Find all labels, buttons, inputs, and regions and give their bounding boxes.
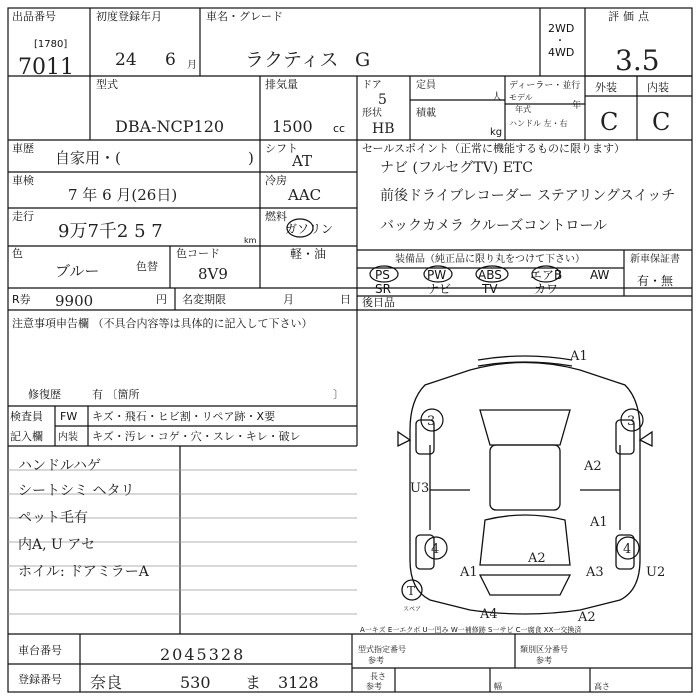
shape-label: 形状 [362,108,382,119]
model-year-sub: 年式 [515,105,531,114]
color-code-value: 8V9 [198,265,228,283]
load-unit: kg [490,127,503,138]
recycle-yen: 円 [156,293,167,306]
ac-value: AAC [288,186,322,204]
drive-2wd: 2WD [548,22,575,35]
warranty-value: 有・無 [637,274,674,288]
int-grade: C [652,108,671,136]
tire-rl: 4 [431,542,440,557]
model-year-label: モデル [509,93,533,102]
fw-label: FW [60,410,78,423]
equip-leather: カワ [534,282,559,296]
ac-label: 冷房 [265,174,287,187]
warranty-label: 新車保証書 [630,254,680,265]
history-label: 車歴 [12,142,34,155]
first-reg-month: 6 [165,50,176,70]
int-items: キズ・汚レ・コゲ・穴・スレ・キレ・破レ [92,430,301,443]
name-change-label: 名変期限 [182,293,226,306]
ext-label: 外装 [595,81,617,94]
equip-tv: TV [482,282,498,296]
capacity-unit: 人 [492,92,502,103]
mark-rear-bumper: A4 [480,607,498,622]
color-code-label: 色コード [176,247,220,260]
displacement-value: 1500 [272,117,313,136]
cat-label: 類別区分番号 [520,645,568,654]
tire-fl: 3 [427,414,436,429]
spare-label: スペア [403,606,422,613]
load-label: 積載 [416,108,436,119]
repair-value: 有 〔箇所 [92,388,140,401]
model-name: ラクティス [245,49,339,71]
equip-pw: PW [427,268,447,282]
repair-label: 修復歴 [28,388,61,401]
mark-left-side: U3 [410,481,430,496]
handle-label: ハンドル 左・右 [509,119,568,128]
capacity-label: 定員 [416,80,436,91]
tire-rr: 4 [623,542,632,557]
repair-close: 〕 [333,388,344,401]
mark-right-rear: A3 [586,565,604,580]
name-change-day: 日 [340,293,351,306]
first-reg-year: 24 [115,50,137,70]
reg-kana: ま [245,673,262,692]
chassis-label: 車台番号 [18,644,62,657]
fuel-diesel: 軽・油 [290,247,327,261]
paint-label: 色替 [136,260,158,273]
doors-label: ドア [362,80,382,91]
history-value: 自家用・( [55,149,121,167]
reg-label: 登録番号 [18,673,62,686]
inspection-label: 車検 [12,174,34,187]
origin-label: 型式指定番号 [358,645,406,654]
history-close: ) [248,149,254,167]
equip-ps: PS [375,268,390,282]
mileage-unit: km [244,236,257,245]
width-label: 幅 [494,682,502,691]
model-name-label: 車名・グレード [206,10,283,23]
spare-mark: T [407,584,416,598]
lot-number: 7011 [18,55,74,80]
inspector-label-2: 記入欄 [10,430,43,443]
reg-class: 530 [180,673,211,692]
len-sub: 参考 [366,682,382,691]
inspector-note-5: ホイル: ドアミラーA [18,564,149,580]
mark-right-front: A2 [584,459,602,474]
inspector-label-1: 検査員 [10,410,43,423]
recycle-value: 9900 [55,292,94,310]
inspection-value: 7 年 6 月(26日) [68,186,178,204]
name-change-month: 月 [283,293,294,306]
notes-title: 注意事項申告欄 （不具合内容等は具体的に記入して下さい） [12,317,313,330]
fuel-gas: ガソリン [285,222,334,236]
mark-left-rear: A1 [460,565,478,580]
drive-4wd: 4WD [548,46,575,59]
equip-navi: ナビ [427,282,452,296]
tire-fr: 3 [627,414,636,429]
sales-title: セールスポイント（正常に機能するものに限ります） [362,142,626,155]
equip-airbag: エアB [530,268,563,282]
displacement-label: 排気量 [265,78,298,91]
fw-items: キズ・飛石・ヒビ割・リペア跡・X要 [92,410,276,423]
mark-rear-corner: A2 [578,610,596,625]
inspector-note-3: ペット毛有 [18,510,88,526]
sales-line-2: 前後ドライブレコーダー ステアリングスイッチ [380,188,676,204]
reg-pref: 奈良 [90,673,123,692]
equip-sr: SR [375,282,391,296]
inspector-note-2: シートシミ ヘタリ [18,483,135,499]
lot-label: 出品番号 [12,10,56,23]
month-unit: 月 [187,60,197,71]
recycle-label: R券 [12,293,31,306]
inspector-note-4: 内A, U アセ [18,537,96,553]
int-label: 内装 [647,81,669,94]
score-label: 評価点 [608,10,653,23]
type-value: DBA-NCP120 [115,117,225,136]
lot-small-number: [1780] [34,39,68,50]
first-reg-label: 初度登録年月 [96,10,162,23]
color-label: 色 [12,247,23,260]
equip-aw: AW [590,268,610,282]
int-items-label: 内装 [58,432,78,443]
doors-value: 5 [378,92,387,108]
shift-value: AT [292,152,313,170]
cat-sub: 参考 [536,656,552,665]
car-diagram [398,356,652,614]
reg-num: 3128 [278,673,319,692]
mileage-label: 走行 [12,210,34,223]
year-unit: 年 [572,101,582,111]
type-label: 型式 [96,78,118,91]
mark-front: A1 [570,349,588,364]
score-value: 3.5 [615,44,660,77]
len-label: 長さ [370,672,386,681]
mileage-value: 9万7千2 5 7 [58,221,163,242]
height-label: 高さ [594,682,610,691]
inspector-note-1: ハンドルハゲ [18,458,102,474]
sales-line-1: ナビ (フルセグTV) ETC [380,160,533,176]
equip-abs: ABS [478,268,502,282]
grade: G [355,49,371,71]
sales-line-3: バックカメラ クルーズコントロール [380,218,608,234]
equip-title: 装備品（純正品に限り丸をつけて下さい） [395,254,585,265]
mark-right-outside: U2 [646,565,666,580]
displacement-unit: cc [333,122,346,135]
color-value: ブルー [55,262,100,280]
mark-rear-glass: A2 [528,551,546,566]
mark-right-door: A1 [590,515,608,530]
shape-value: HB [372,121,395,137]
damage-legend: A一キズ E一エクボ U一凹み W一補修跡 S一サビ C一腐食 XX一交換済 [360,626,582,634]
drive-dot: ・ [555,36,565,47]
origin-sub: 参考 [368,656,384,665]
shift-label: シフト [265,142,298,155]
later-label: 後日品 [362,296,395,309]
diagram-marks [403,349,665,625]
dealer-label: ディーラー・並行 [509,81,581,91]
chassis-value: 2045328 [160,645,246,664]
fuel-label: 燃料 [265,210,287,223]
ext-grade: C [600,108,619,136]
header-grid [8,8,692,692]
